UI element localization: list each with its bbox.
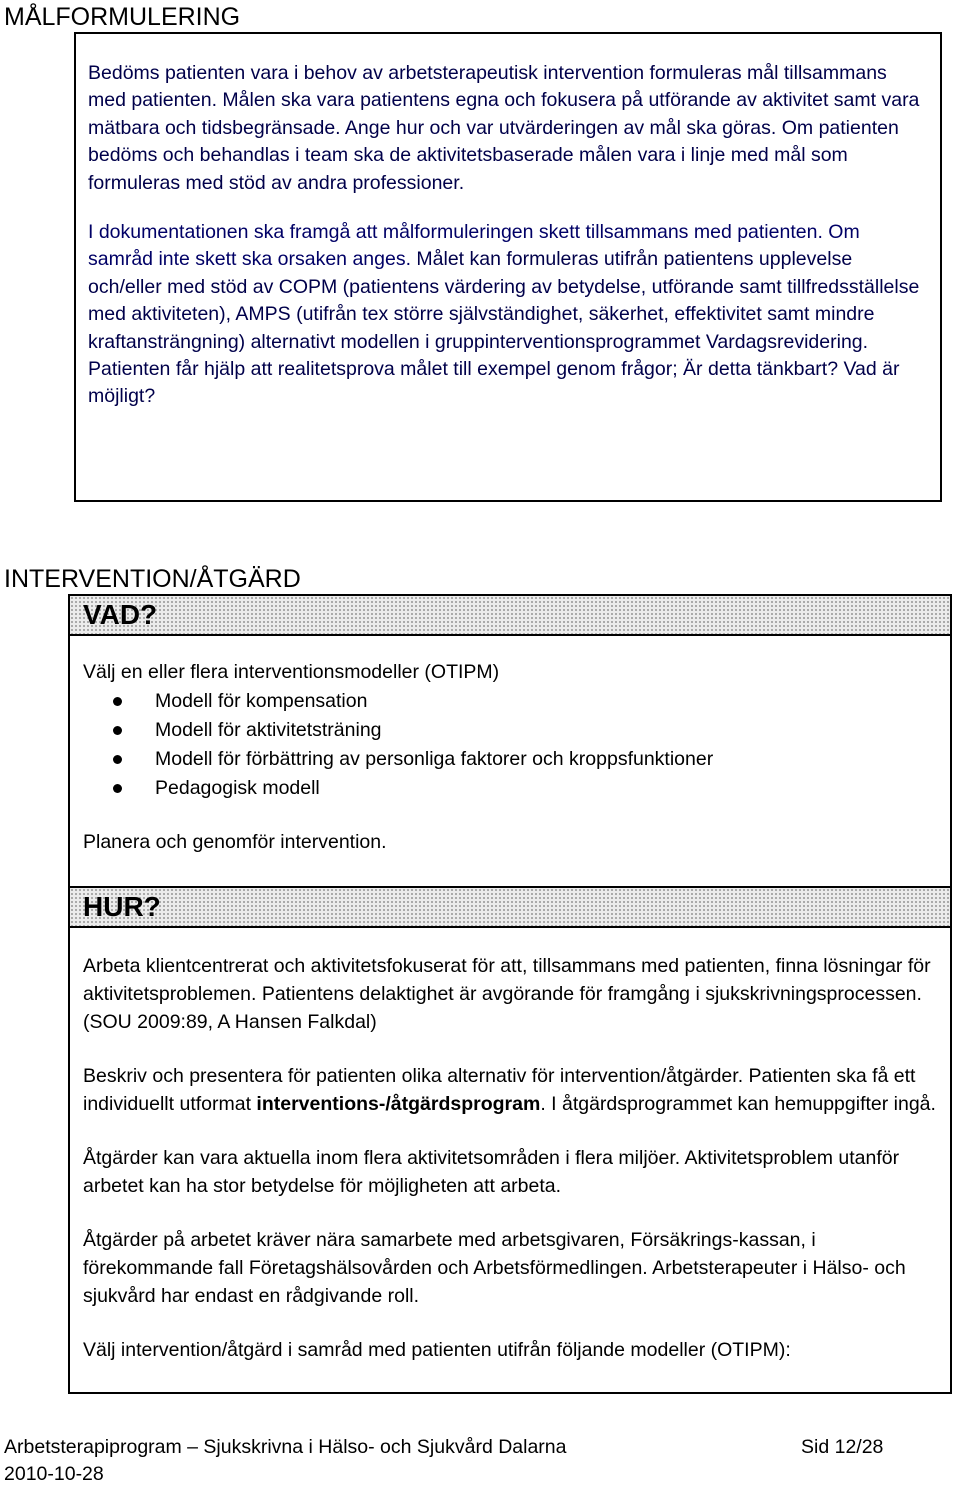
what-intro: Välj en eller flera interventionsmodeller (OTIPM) xyxy=(83,661,500,683)
model-label: Modell för förbättring av personliga faktorer och kroppsfunktioner xyxy=(155,748,714,770)
how-paragraph-5: Välj intervention/åtgärd i samråd med patienten utifrån följande modeller (OTIPM): xyxy=(83,1339,791,1361)
list-item xyxy=(83,745,940,774)
goal-box xyxy=(74,32,942,502)
what-section xyxy=(83,658,940,857)
goal-paragraph-2 xyxy=(88,219,928,411)
intervention-heading: INTERVENTION/ÅTGÄRD xyxy=(4,565,301,593)
how-paragraph-2b: . I åtgärdsprogrammet kan hemuppgifter ingå. xyxy=(540,1093,936,1115)
goal-paragraph-2a: I dokumentationen ska framgå att målformuleringen skett tillsammans med patienten. Om samråd inte skett ska orsaken anges. xyxy=(88,221,860,271)
list-item xyxy=(83,774,940,803)
how-section xyxy=(83,952,940,1364)
how-paragraph-1: Arbeta klientcentrerat och aktivitetsfokuserat för att, tillsammans med patienten, finna lösningar för aktivitetsproblemen. Patientens delaktighet är avgörande för framgång i sjukskrivningsprocessen. (SOU 2009:89, A Hansen Falkdal) xyxy=(83,955,931,1033)
how-paragraph-2 xyxy=(83,1062,940,1118)
page-footer xyxy=(4,1434,904,1488)
program-term: interventions-/åtgärdsprogram xyxy=(256,1093,541,1115)
how-paragraph-4: Åtgärder på arbetet kräver nära samarbete med arbetsgivaren, Försäkrings-kassan, i förekommande fall Företagshälsovården och Arbetsförmedlingen. Arbetsterapeuter i Hälso- och sjukvård har endast en rådgivande roll. xyxy=(83,1229,906,1307)
list-item xyxy=(83,716,940,745)
how-paragraph-3: Åtgärder kan vara aktuella inom flera aktivitetsområden i flera miljöer. Aktivitetsproblem utanför arbetet kan ha stor betydelse för möjligheten att arbeta. xyxy=(83,1147,900,1197)
what-plan: Planera och genomför intervention. xyxy=(83,831,387,853)
intervention-box xyxy=(68,594,952,1394)
how-paragraph-2a: Beskriv och presentera för patienten olika alternativ för intervention/åtgärder. Patienten ska få ett individuellt utformat xyxy=(83,1065,916,1115)
list-item xyxy=(83,687,940,716)
bullet-icon xyxy=(113,697,122,706)
footer-date: 2010-10-28 xyxy=(4,1463,104,1485)
how-label: HUR? xyxy=(70,886,950,928)
goal-heading: MÅLFORMULERING xyxy=(4,3,241,31)
footer-page-number: Sid 12/28 xyxy=(801,1436,884,1458)
what-label: VAD? xyxy=(70,596,950,636)
model-list xyxy=(83,687,940,803)
footer-program: Arbetsterapiprogram – Sjukskrivna i Hälso- och Sjukvård Dalarna xyxy=(4,1436,567,1458)
model-label: Modell för kompensation xyxy=(155,690,368,712)
bullet-icon xyxy=(113,784,122,793)
bullet-icon xyxy=(113,755,122,764)
model-label: Modell för aktivitetsträning xyxy=(155,719,382,741)
goal-paragraph-1: Bedöms patienten vara i behov av arbetsterapeutisk intervention formuleras mål tillsammans med patienten. Målen ska vara patientens egna och fokusera på utförande av aktivitet samt vara mätbara och tidsbegränsade. Ange hur och var utvärderingen av mål ska göras. Om patienten bedöms och behandlas i team ska de aktivitetsbaserade målen vara i linje med mål som formuleras med stöd av andra professioner. xyxy=(88,62,920,194)
goal-paragraph-2b: Målet kan formuleras utifrån patientens upplevelse och/eller med stöd av COPM (patientens värdering av betydelse, utförande samt tillfredsställelse med aktiviteten), AMPS (utifrån tex större självständighet, säkerhet, effektivitet samt mindre kraftansträngning) alternativt modellen i gruppinterventionsprogrammet Vardagsrevidering. Patienten får hjälp att realitetsprova målet till exempel genom frågor; Är detta tänkbart? Vad är möjligt? xyxy=(88,248,920,408)
model-label: Pedagogisk modell xyxy=(155,777,320,799)
bullet-icon xyxy=(113,726,122,735)
